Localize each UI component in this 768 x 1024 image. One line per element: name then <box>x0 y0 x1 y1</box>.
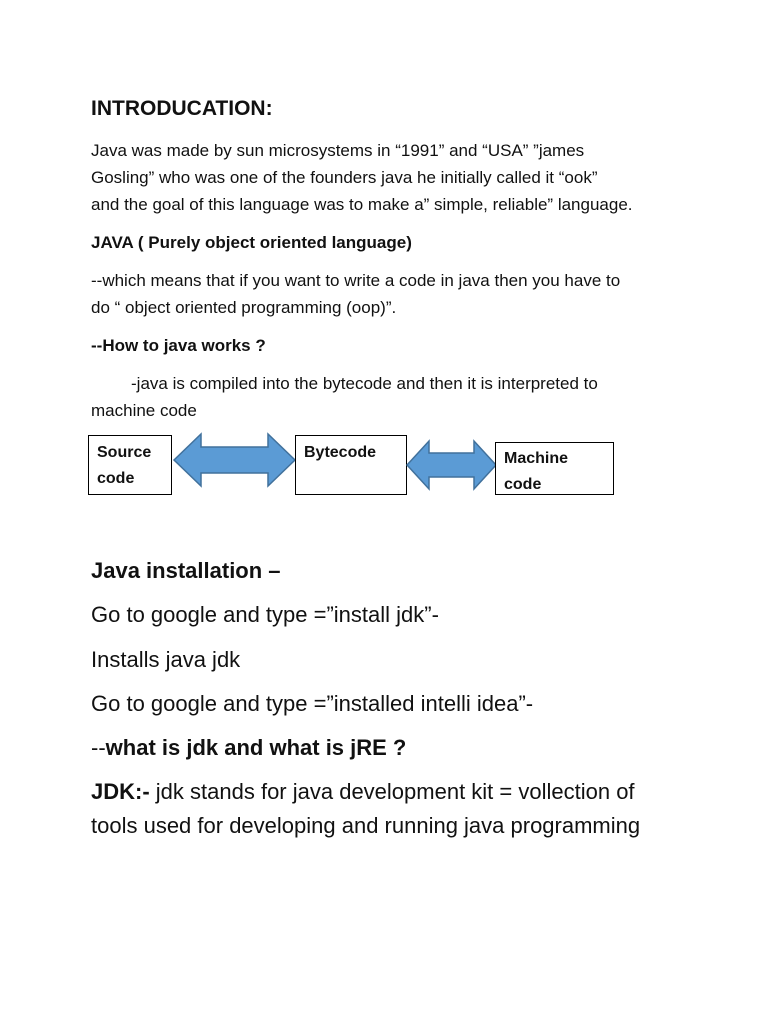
java-oop-heading: JAVA ( Purely object oriented language) <box>91 233 412 252</box>
jdk-label: JDK:- <box>91 779 150 804</box>
source-code-label-2: code <box>97 470 135 487</box>
intro-heading: INTRODUCATION: <box>91 97 273 120</box>
intro-line-2: Gosling” who was one of the founders java he initially called it “ook” <box>91 168 598 187</box>
installation-step-1: Go to google and type =”install jdk”- <box>91 602 439 627</box>
machine-code-label-2: code <box>504 476 542 493</box>
intro-line-1: Java was made by sun microsystems in “1991” and “USA” ”james <box>91 141 585 160</box>
jdk-jre-heading-text: what is jdk and what is jRE ? <box>105 735 407 760</box>
java-oop-line-1: --which means that if you want to write a code in java then you have to <box>91 271 621 290</box>
jdk-jre-prefix: -- <box>91 735 106 760</box>
double-arrow-shape <box>407 441 496 489</box>
double-arrow-icon <box>405 439 498 491</box>
installation-heading: Java installation – <box>91 558 281 583</box>
how-works-line-1: -java is compiled into the bytecode and then it is interpreted to <box>131 374 598 393</box>
machine-code-box <box>495 442 614 495</box>
double-arrow-shape <box>174 434 295 486</box>
bytecode-label: Bytecode <box>304 444 377 461</box>
double-arrow-icon <box>172 432 297 488</box>
installation-step-3: Go to google and type =”installed intelli idea”- <box>91 691 534 716</box>
how-works-line-2: machine code <box>91 401 197 420</box>
jdk-definition-text: jdk stands for java development kit = vollection of <box>149 779 635 804</box>
machine-code-label-1: Machine <box>504 450 569 467</box>
how-works-heading: --How to java works ? <box>91 336 266 355</box>
jdk-jre-heading <box>91 731 406 765</box>
jdk-definition-line-2: tools used for developing and running java programming <box>91 813 641 838</box>
installation-step-2: Installs java jdk <box>91 647 241 672</box>
java-oop-line-2: do “ object oriented programming (oop)”. <box>91 298 397 317</box>
bytecode-box <box>295 435 407 495</box>
jdk-definition-line-1 <box>91 775 635 809</box>
intro-line-3: and the goal of this language was to make a” simple, reliable” language. <box>91 195 633 214</box>
source-code-label-1: Source <box>97 444 152 461</box>
source-code-box <box>88 435 172 495</box>
